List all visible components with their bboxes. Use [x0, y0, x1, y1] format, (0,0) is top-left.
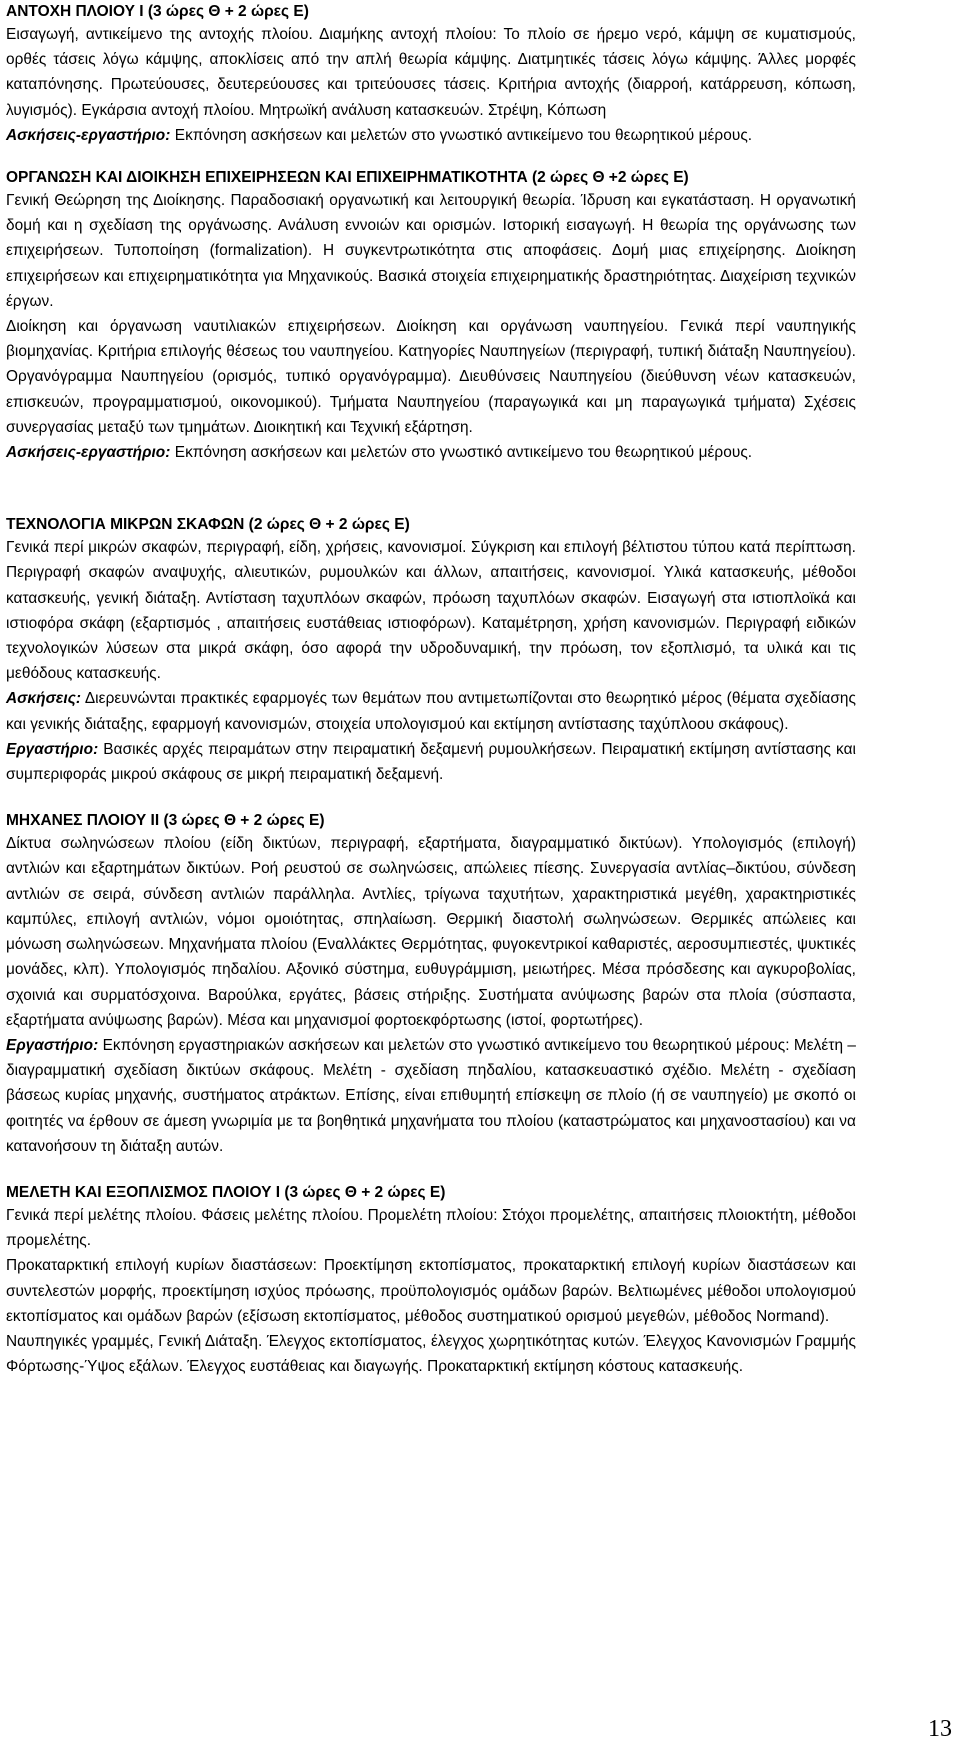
section-ship-strength [6, 2, 856, 148]
lab-paragraph [6, 1033, 856, 1159]
exercise-label: Ασκήσεις-εργαστήριο: [6, 126, 171, 144]
exercise-text: Εκπόνηση ασκήσεων και μελετών στο γνωστικό αντικείμενο του θεωρητικού μέρους. [170, 444, 753, 462]
lab-label: Εργαστήριο: [6, 1036, 99, 1054]
exercise-text: Εκπόνηση ασκήσεων και μελετών στο γνωστικό αντικείμενο του θεωρητικού μέρους. [170, 126, 753, 144]
section-heading: ΜΕΛΕΤΗ ΚΑΙ ΕΞΟΠΛΙΣΜΟΣ ΠΛΟΙΟΥ Ι (3 ώρες Θ + 2 ώρες Ε) [6, 1183, 446, 1201]
exercise-text: Διερευνώνται πρακτικές εφαρμογές των θεμάτων που αντιμετωπίζονται στο θεωρητικό μέρος (θέματα σχεδίασης και γενικής διάταξης, εφαρμογή κανονισμών, στοιχεία υπολογισμού και εκτίμηση αντίστασης ταχύπλοου σκάφους). [6, 690, 856, 733]
section-body-2: Διοίκηση και όργανωση ναυτιλιακών επιχειρήσεων. Διοίκηση και οργάνωση ναυπηγείου. Γενικά περί ναυπηγικής βιομηχανίας. Κριτήρια επιλογής θέσεως του ναυπηγείου. Κατηγορίες Ναυπηγείων (περιγραφή, τυπική διάταξη Ναυπηγείου). Οργανόγραμμα Ναυπηγείου (ορισμός, τυπικό οργανόγραμμα). Διευθύνσεις Ναυπηγείου (διεύθυνση νέων κατασκευών, επισκευών, προγραμματισμού, οικονομικού). Τμήματα Ναυπηγείου (παραγωγικά και μη παραγωγικά τμήματα) Σχέσεις συνεργασίας μεταξύ των τμημάτων. Διοικητική και Τεχνική εξάρτηση. [6, 318, 856, 436]
section-body: Δίκτυα σωληνώσεων πλοίου (είδη δικτύων, περιγραφή, εξαρτήματα, διαγραμματικό δικτύων). Υπολογισμός (επιλογή) αντλιών και εξαρτημάτων δικτύων. Ροή ρευστού σε σωληνώσεις, απώλειες πίεσης. Συνεργασία αντλίας–δικτύου, σύνδεση αντλιών σε σειρά, σύνδεση αντλιών παράλληλα. Αντλίες, τρίγωνα ταχυτήτων, χαρακτηριστικά μεγέθη, χαρακτηριστικές καμπύλες, επιλογή αντλιών, νόμοι ομοιότητας, σπηλαίωση. Θερμική διαστολή σωληνώσεων. Θερμικές απώλειες και μόνωση σωληνώσεων. Μηχανήματα πλοίου (Εναλλάκτες Θερμότητας, φυγοκεντρικοί καθαριστές, αεροσυμπιεστές, ψυκτικές μονάδες, κλπ). Υπολογισμός πηδαλίου. Αξονικό σύστημα, ευθυγράμμιση, μειωτήρες. Μέσα πρόσδεσης και αγκυροβολίας, σχοινιά και συρματόσχοινα. Βαρούλκα, εργάτες, βάσεις στήριξης. Συστήματα ανύψωσης βαρών στα πλοία (σύσπαστα, εξαρτήματα ανύψωσης βαρών). Μέσα και μηχανισμοί φορτοεκφόρτωσης (ιστοί, φορτωτήρες). [6, 835, 856, 1029]
lab-label: Εργαστήριο: [6, 740, 99, 758]
section-body: Γενικά περί μικρών σκαφών, περιγραφή, είδη, χρήσεις, κανονισμοί. Σύγκριση και επιλογή βέλτιστου τύπου κατά περίπτωση. Περιγραφή σκαφών αναψυχής, αλιευτικών, ρυμουλκών και άλλων, απαιτήσεις, κανονισμοί. Υλικά κατασκευής, μέθοδοι κατασκευής, γενική διάταξη. Αντίσταση ταχυπλόων σκαφών, πρόωση ταχυπλόων σκαφών. Εισαγωγή στα ιστιοπλοϊκά και ιστιοφόρα σκάφη (εξαρτισμός , απαιτήσεις ευστάθειας ιστιοφόρων). Καταμέτρηση, χρήση κανονισμών. Περιγραφή ειδικών τεχνολογικών λύσεων στα μικρά σκάφη, όσο αφορά την υδροδυναμική, την πρόωση, τον εξοπλισμό, τα υλικά και τις μεθόδους κατασκευής. [6, 539, 856, 683]
section-ship-machinery [6, 811, 856, 1159]
exercise-label: Ασκήσεις-εργαστήριο: [6, 444, 171, 462]
lab-text: Εκπόνηση εργαστηριακών ασκήσεων και μελετών στο γνωστικό αντικείμενο του θεωρητικού μέρους: Μελέτη – διαγραμματική σχεδίαση δικτύων σκάφους. Μελέτη - σχεδίαση πηδαλίου, κατασκευαστικό σχέδιο. Μελέτη - σχεδίαση βάσεως κυρίας μηχανής, συστήματος ατράκτων. Επίσης, είναι επιθυμητή επίσκεψη σε πλοίο (ή σε ναυπηγείο) με σκοπό οι φοιτητές να έρθουν σε άμεση γνωριμία με τα βοηθητικά μηχανήματα του πλοίου (καταστρώματος και μηχανοστασίου) και να κατανοήσουν τη διάταξη αυτών. [6, 1036, 857, 1155]
exercise-paragraph [6, 686, 856, 736]
section-business-management [6, 168, 856, 465]
section-heading: ΤΕΧΝΟΛΟΓΙΑ ΜΙΚΡΩΝ ΣΚΑΦΩΝ (2 ώρες Θ + 2 ώρες Ε) [6, 516, 410, 534]
lab-paragraph [6, 737, 856, 787]
section-body-3: Ναυπηγικές γραμμές, Γενική Διάταξη. Έλεγχος εκτοπίσματος, έλεγχος χωρητικότητας κυτών. Έλεγχος Κανονισμών Γραμμής Φόρτωσης-Ύψος εξάλων. Έλεγχος ευστάθειας και διαγωγής. Προκαταρκτική εκτίμηση κόστους κατασκευής. [6, 1332, 856, 1376]
section-heading: ΜΗΧΑΝΕΣ ΠΛΟΙΟΥ ΙΙ (3 ώρες Θ + 2 ώρες Ε) [6, 812, 325, 830]
exercise-label: Ασκήσεις: [6, 690, 82, 708]
section-body: Εισαγωγή, αντικείμενο της αντοχής πλοίου. Διαμήκης αντοχή πλοίου: Το πλοίο σε ήρεμο νερό, κάμψη σε κυματισμούς, ορθές τάσεις λόγω κάμψης, αποκλίσεις από την απλή θεωρία κάμψης. Διατμητικές τάσεις λόγω κάμψης. Άλλες μορφές καταπόνησης. Πρωτεύουσες, δευτερεύουσες και τριτεύουσες τάσεις. Κριτήρια αντοχής (διαρροή, κατάρρευση, κόπωση, λυγισμός). Εγκάρσια αντοχή πλοίου. Μητρωϊκή ανάλυση κατασκευών. Στρέψη, Κόπωση [6, 26, 856, 119]
document-page [6, 2, 856, 1379]
exercise-paragraph [6, 440, 856, 465]
exercise-paragraph [6, 123, 856, 148]
section-body-1: Γενικά περί μελέτης πλοίου. Φάσεις μελέτης πλοίου. Προμελέτη πλοίου: Στόχοι προμελέτης, απαιτήσεις πλοιοκτήτη, μέθοδοι προμελέτης. [6, 1206, 856, 1250]
section-body-2: Προκαταρκτική επιλογή κυρίων διαστάσεων: Προεκτίμηση εκτοπίσματος, προκαταρκτική επιλογή κυρίων διαστάσεων και συντελεστών μορφής, προεκτίμηση ισχύος πρόωσης, προϋπολογισμός ομάδων βαρών. Βελτιωμένες μέθοδοι υπολογισμού εκτοπίσματος και ομάδων βαρών (εξίσωση εκτοπίσματος, μέθοδος συστηματικού ορισμού μεγεθών, μέθοδος Normand). [6, 1257, 856, 1325]
page-number: 13 [928, 1716, 952, 1742]
section-ship-design [6, 1183, 856, 1379]
section-heading: ΑΝΤΟΧΗ ΠΛΟΙΟΥ Ι (3 ώρες Θ + 2 ώρες Ε) [6, 3, 309, 20]
section-body: Γενική Θεώρηση της Διοίκησης. Παραδοσιακή οργανωτική και λειτουργική θεωρία. Ίδρυση και εγκατάσταση. Η οργανωτική δομή και η σχεδίαση της οργάνωσης. Ανάλυση εννοιών και ορισμών. Ιστορική εισαγωγή. Η θεωρία της οργάνωσης των επιχειρήσεων. Τυποποίηση (formalization). Η συγκεντρωτικότητα στις αποφάσεις. Δομή μιας επιχείρησης. Διοίκηση επιχειρήσεων και επιχειρηματικότητα για Μηχανικούς. Βασικά στοιχεία επιχειρηματικής δραστηριότητας. Διαχείριση τεχνικών έργων. [6, 192, 856, 310]
section-small-craft-technology [6, 515, 856, 787]
lab-text: Βασικές αρχές πειραμάτων στην πειραματική δεξαμενή ρυμουλκήσεων. Πειραματική εκτίμηση αντίστασης και συμπεριφοράς μικρού σκάφους σε μικρή πειραματική δεξαμενή. [6, 740, 856, 784]
section-heading: ΟΡΓΑΝΩΣΗ ΚΑΙ ΔΙΟΙΚΗΣΗ ΕΠΙΧΕΙΡΗΣΕΩΝ ΚΑΙ ΕΠΙΧΕΙΡΗΜΑΤΙΚΟΤΗΤΑ (2 ώρες Θ +2 ώρες Ε) [6, 169, 689, 187]
